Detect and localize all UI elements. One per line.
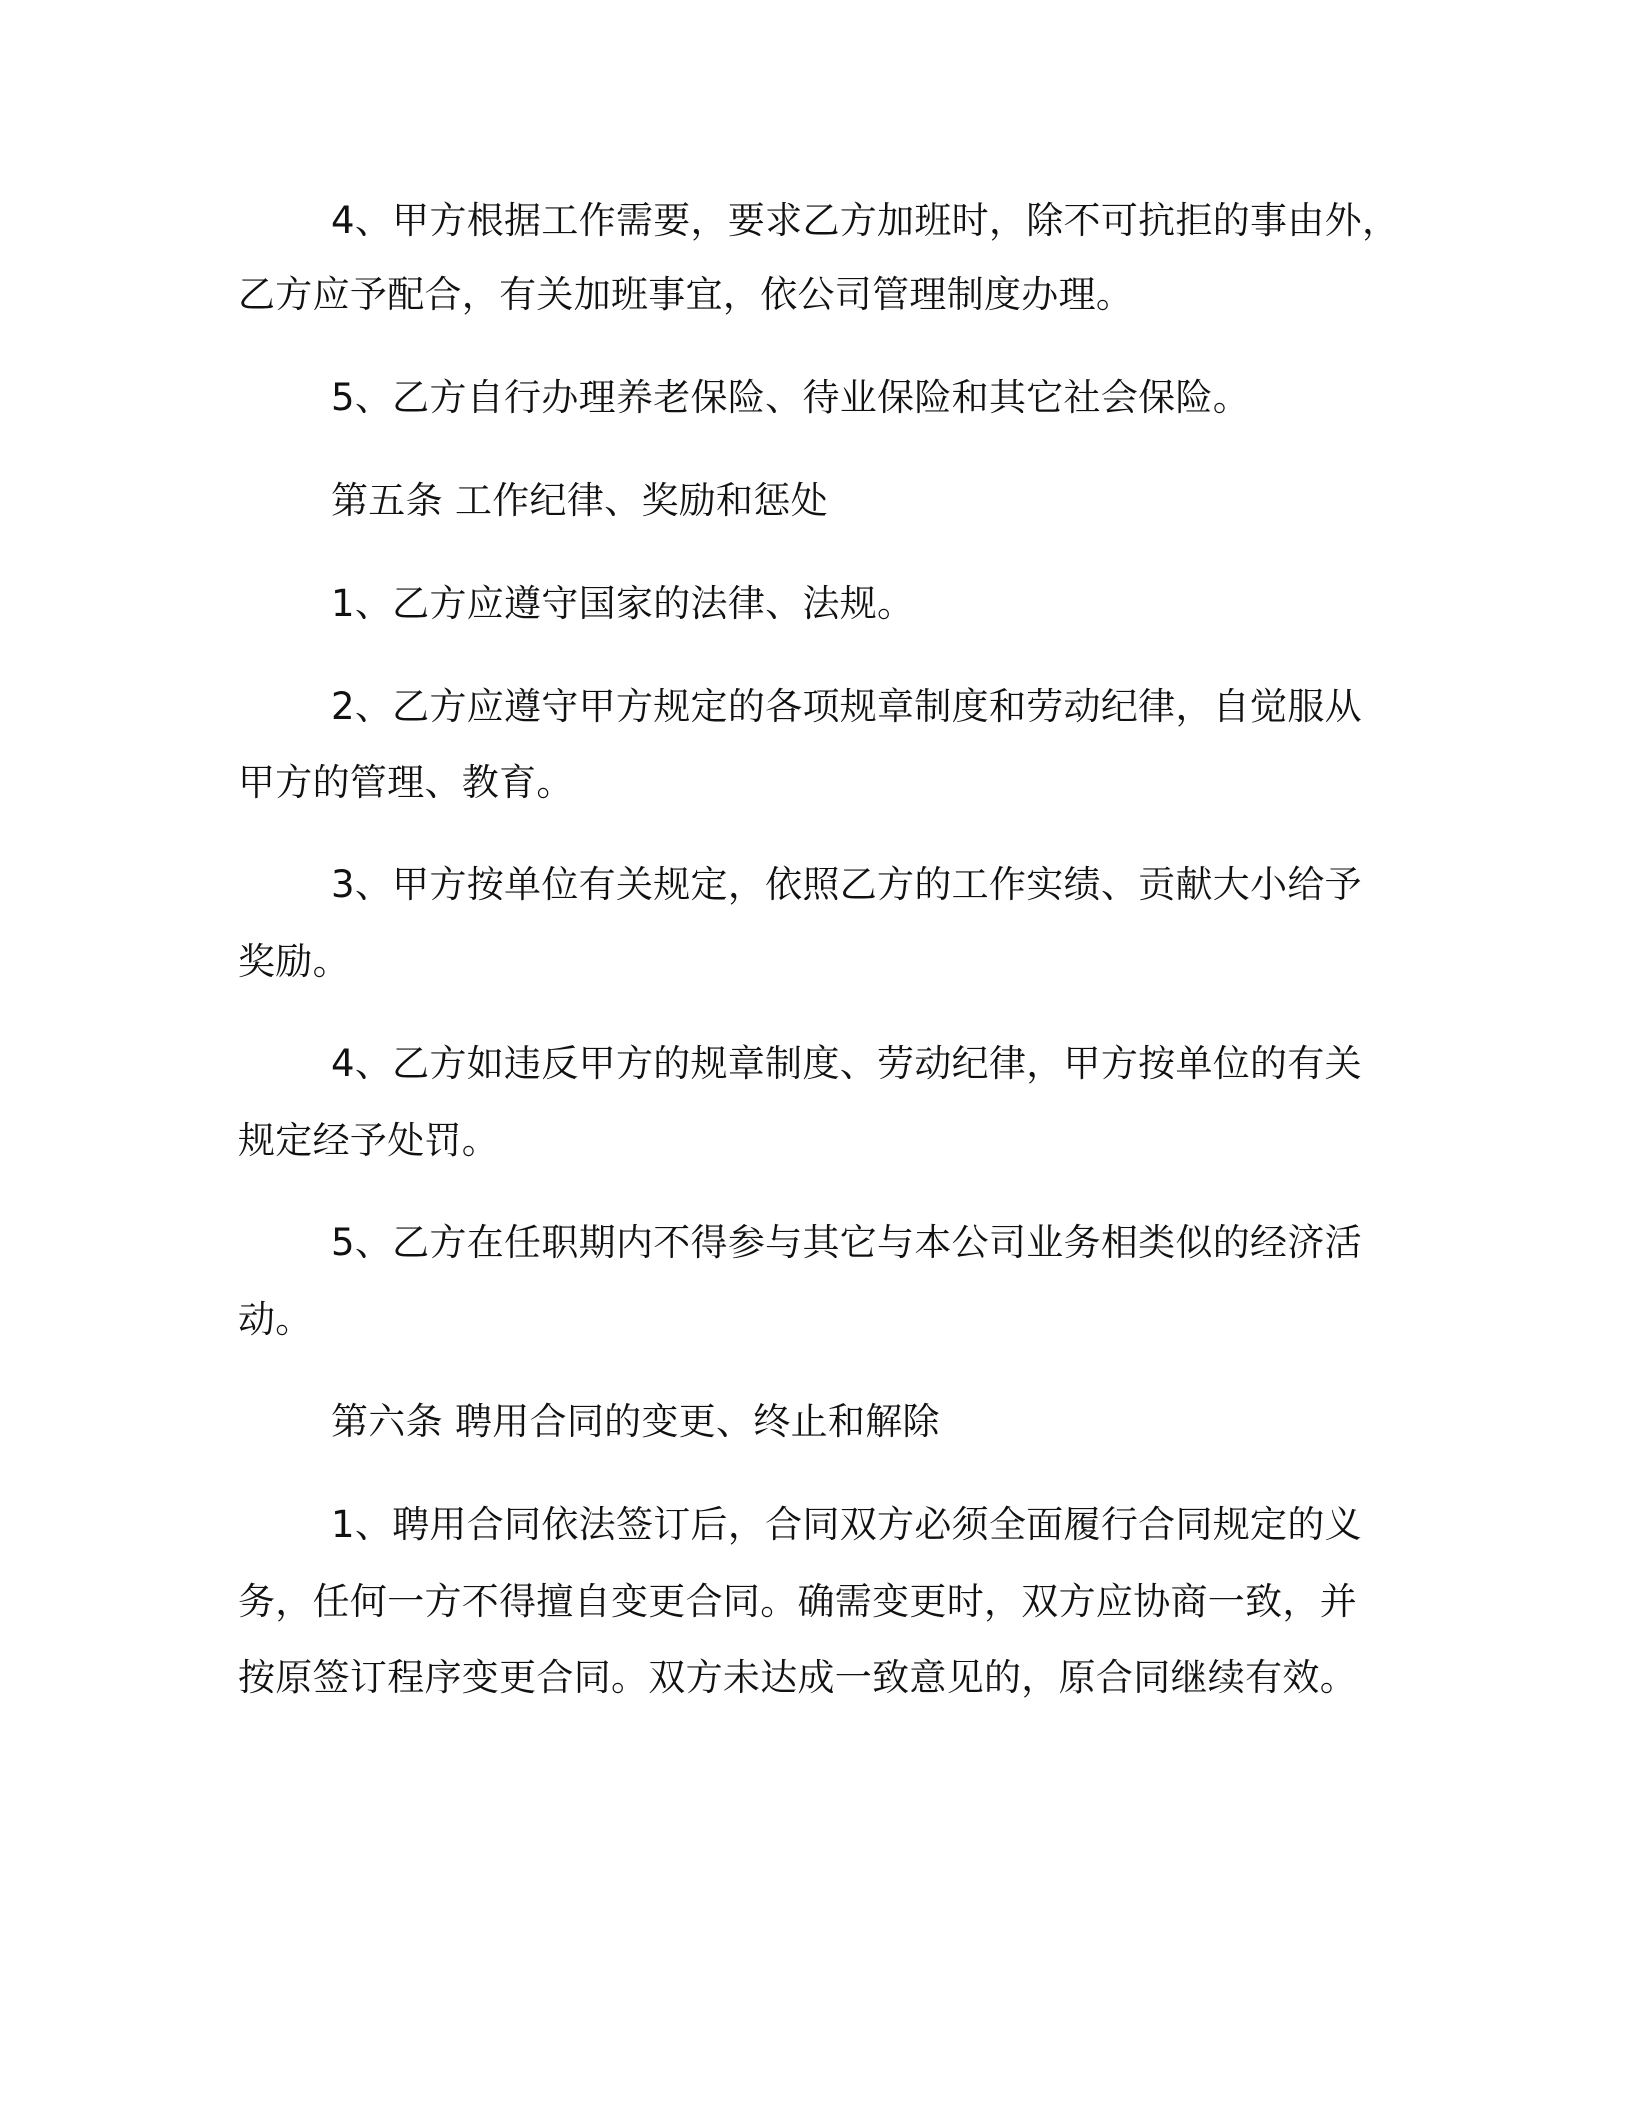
paragraph-line: 动。: [238, 1298, 313, 1341]
paragraph-line: 4、乙方如违反甲方的规章制度、劳动纪律，甲方按单位的有关: [331, 1042, 1362, 1085]
paragraph-line: 甲方的管理、教育。: [238, 761, 574, 804]
paragraph-line: 2、乙方应遵守甲方规定的各项规章制度和劳动纪律，自觉服从: [331, 685, 1362, 728]
paragraph-line: 4、甲方根据工作需要，要求乙方加班时，除不可抗拒的事由外，: [331, 199, 1400, 242]
paragraph-line: 规定经予处罚。: [238, 1119, 500, 1162]
paragraph-line: 1、聘用合同依法签订后，合同双方必须全面履行合同规定的义: [331, 1503, 1362, 1546]
paragraph-line: 乙方应予配合，有关加班事宜，依公司管理制度办理。: [238, 273, 1134, 316]
paragraph-line: 务，任何一方不得擅自变更合同。确需变更时，双方应协商一致，并: [238, 1580, 1357, 1623]
paragraph-line: 5、乙方在任职期内不得参与其它与本公司业务相类似的经济活: [331, 1221, 1362, 1264]
paragraph-line: 3、甲方按单位有关规定，依照乙方的工作实绩、贡献大小给予: [331, 863, 1362, 906]
paragraph-line: 5、乙方自行办理养老保险、待业保险和其它社会保险。: [331, 376, 1251, 419]
paragraph-line: 按原签订程序变更合同。双方未达成一致意见的，原合同继续有效。: [238, 1656, 1357, 1699]
section-heading: 第六条 聘用合同的变更、终止和解除: [331, 1400, 940, 1443]
paragraph-line: 1、乙方应遵守国家的法律、法规。: [331, 582, 915, 625]
section-heading: 第五条 工作纪律、奖励和惩处: [331, 479, 828, 522]
paragraph-line: 奖励。: [238, 940, 350, 983]
